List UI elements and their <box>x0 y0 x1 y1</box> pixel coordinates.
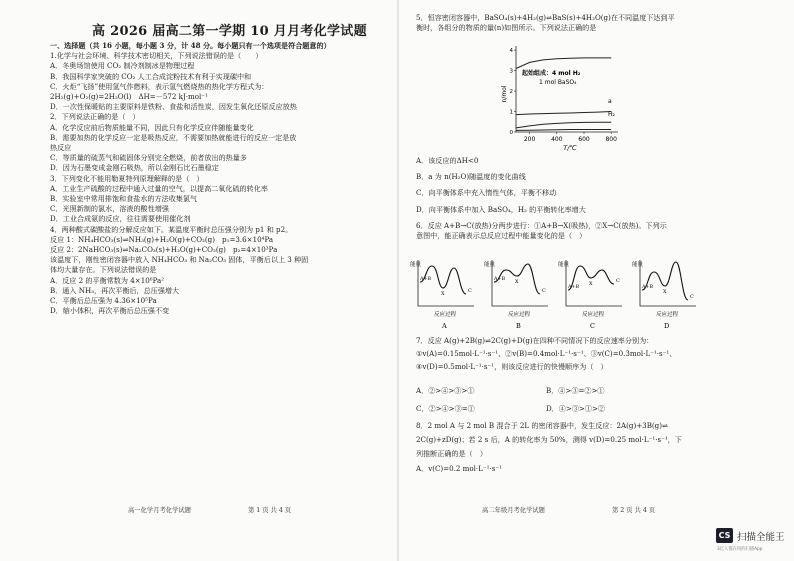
q3-stem: 3．下列变化不能用勒夏特列原理解释的是（ ） <box>50 173 204 183</box>
reactant-label: A+B <box>568 285 580 290</box>
q5-option-c: C．向平衡体系中充入惰性气体，平衡不移动 <box>416 188 557 198</box>
q4-option-a: A．反应 2 的平衡常数为 4×10⁶Pa² <box>50 275 165 285</box>
energy-diagram-d <box>632 260 696 330</box>
q4-option-d: D．缩小体积，再次平衡后总压强不变 <box>50 306 170 316</box>
q2-option-b-cont: 热反应 <box>50 143 72 153</box>
q6-stem-line-2: 意图中，能正确表示总反应过程中能量变化的是（ ） <box>416 231 587 241</box>
product-label: C <box>690 294 694 300</box>
q7-option-b: B．④>③=②>① <box>546 386 605 395</box>
q1-option-b: B．我国科学家突破的 CO₂ 人工合成淀粉技术有利于实现碳中和 <box>50 71 252 81</box>
left-footer-title: 高一化学月考化学试题 <box>128 507 191 514</box>
energy-diagram-b <box>484 260 548 330</box>
q4-option-b: B．通入 NH₃，再次平衡后，总压强增大 <box>50 285 180 295</box>
y-tick-label: 2 <box>509 89 513 96</box>
section-heading: 一、选择题（共 16 小题，每小题 3 分，计 48 分。每小题只有一个选项是符合题意的） <box>50 41 331 50</box>
diagram-group <box>410 260 696 330</box>
diagram-x-label: 反应过程 <box>508 312 531 318</box>
initial-composition-label: 起始组成：4 mol H₂ <box>522 70 581 77</box>
q4-context-cont: 体均大量存在。下列说法错误的是 <box>50 265 157 275</box>
q3-option-d: D．工业合成氨的反应，往往需要使用催化剂 <box>50 214 191 224</box>
q4-reaction-2: 反应 2：2NaHCO₃(s)⇌Na₂CO₃(s)+H₂O(g)+CO₂(g) p₂=4×10³Pa <box>50 245 278 255</box>
left-column <box>50 41 395 316</box>
product-label: C <box>468 288 472 294</box>
q1-option-c: C．火炬“飞扬”使用氢气作燃料，表示氢气燃烧热的热化学方程式为： <box>50 81 269 91</box>
product-label: C <box>616 278 620 284</box>
q1-option-c-equation: 2H₂(g)+O₂(g)=2H₂O(l) ΔH=－572 kJ·mol⁻¹ <box>50 92 208 102</box>
reactant-label: A+B <box>642 285 654 290</box>
camscanner-logo: CS <box>716 528 733 543</box>
reactant-label: A+B <box>494 277 506 282</box>
q3-option-c: C．光照新制的氯水，溶液的酸性增强 <box>50 204 169 214</box>
q7-option-c: C．②>④>③=① <box>416 404 475 413</box>
diagram-option-label: C <box>590 322 595 330</box>
left-footer-page: 第 1 页 共 4 页 <box>248 507 292 514</box>
diagram-axes <box>492 260 548 306</box>
q7-stem-line-2: ①v(A)=0.15mol·L⁻¹·s⁻¹、②v(B)=0.4mol·L⁻¹·s⁻¹、③v(C)=0.3mol·L⁻¹·s⁻¹、 <box>416 349 677 359</box>
y-tick-label: 1 <box>509 109 513 116</box>
diagram-option-label: D <box>664 322 670 330</box>
diagram-y-label: 能量 <box>558 262 570 268</box>
reactant-label: A+B <box>420 277 432 282</box>
intermediate-label: X <box>589 281 593 287</box>
diagram-axes <box>566 260 622 306</box>
q2-option-d: D．因为石墨变成金刚石吸热，所以金刚石比石墨稳定 <box>50 163 219 173</box>
q1-option-d: D．一次性保暖贴的主要原料是铁粉、食盐和活性炭，因发生氧化还原反应放热 <box>50 102 297 112</box>
curve-label-a: a <box>608 98 612 105</box>
q6-stem-line-1: 6．反应 A+B→C(放热)分两步进行：①A+B→X(吸热)，②X→C(放热)。下列示 <box>416 220 667 230</box>
diagram-option-label: A <box>442 322 447 330</box>
q5-stem-line-2: 衡时，各组分的物质的量(n)如图所示。下列说法正确的是 <box>416 23 597 33</box>
q4-reaction-1: 反应 1：NH₄HCO₃(s)⇌NH₃(g)+H₂O(g)+CO₂(g) p₁=3.6×10⁴Pa <box>50 234 274 244</box>
y-axis-label: n/mol <box>501 85 508 103</box>
q4-stem: 4．两种酸式碳酸盐的分解反应如下。某温度平衡时总压强分别为 p1 和 p2。 <box>50 224 293 234</box>
x-tick-label: 800 <box>605 136 617 143</box>
x-tick-label: 600 <box>578 136 590 143</box>
diagram-option-label: B <box>516 322 521 330</box>
q5-chart <box>502 42 622 154</box>
diagram-y-label: 能量 <box>410 262 422 268</box>
y-tick-label: 3 <box>509 68 513 75</box>
q5-stem <box>416 13 675 33</box>
watermark-brand: 扫描全能王 <box>737 532 785 543</box>
initial-composition-label-2: 1 mol BaSO₄ <box>539 79 577 86</box>
q7-option-d: D．④>③>①>② <box>546 404 605 413</box>
q5-options <box>416 156 667 241</box>
diagram-x-label: 反应过程 <box>656 312 679 318</box>
right-footer-page: 第 2 页 共 4 页 <box>612 507 656 514</box>
q4-option-c: C．平衡后总压强为 4.36×10⁵Pa <box>50 296 157 306</box>
watermark-subtitle: 3亿人都在用的扫描App <box>717 547 763 552</box>
q8-stem-line-2: 2C(g)+zD(g)；若 2 s 后，A 的转化率为 50%，测得 v(D)=0.25 mol·L⁻¹·s⁻¹，下 <box>416 435 682 445</box>
x-tick-label: 200 <box>523 136 536 143</box>
energy-diagram-c <box>558 260 622 330</box>
product-label: C <box>542 288 546 294</box>
q2-option-b: B．需要加热的化学反应一定是吸热反应，不需要加热就能进行的反应一定是放 <box>50 132 297 142</box>
curve-label-h2: H₂ <box>608 111 615 118</box>
right-footer-title: 高二年级月考化学试题 <box>482 507 545 514</box>
q5-option-a: A．该反应的ΔH<0 <box>416 156 479 165</box>
q1-stem: 1.化学与社会环境、科学技术密切相关，下列说法错误的是（ ） <box>50 51 263 61</box>
q5-stem-line-1: 5．恒容密闭容器中，BaSO₄(s)+4H₂(g)⇌BaS(s)+4H₂O(g)在不同温度下达到平 <box>416 13 675 22</box>
q8-stem-line-1: 8．2 mol A 与 2 mol B 混合于 2L 的密闭容器中，发生反应：2A(g)+3B(g)⇌ <box>416 421 668 430</box>
diagram-axes <box>418 260 474 306</box>
q7-stem-line-1: 7．反应 A(g)+2B(g)⇌2C(g)+D(g)在四种不同情况下的反应速率分别为： <box>416 336 654 345</box>
q7-block <box>416 336 676 373</box>
diagram-x-label: 反应过程 <box>434 312 457 318</box>
q2-option-c: C．等质量的硫蒸气和硫固体分别完全燃烧，前者放出的热量多 <box>50 153 247 163</box>
page-gutter <box>397 0 399 561</box>
x-axis-label: T/℃ <box>563 144 577 152</box>
q7-option-a: A．②>④>③>① <box>416 386 475 395</box>
q3-option-b: B．实验室中常用排饱和食盐水的方法收集氯气 <box>50 194 198 204</box>
energy-diagram-a <box>410 260 474 330</box>
q3-option-a: A．工业生产硫酸的过程中通入过量的空气，以提高二氧化硫的转化率 <box>50 183 268 193</box>
q5-option-d: D．向平衡体系中加入 BaSO₄，H₂ 的平衡转化率增大 <box>416 204 586 214</box>
diagram-x-label: 反应过程 <box>582 312 605 318</box>
q8-option-a: A．v(C)=0.2 mol·L⁻¹·s⁻¹ <box>416 463 502 473</box>
q8-stem-line-3: 列推断正确的是（ ） <box>416 449 487 459</box>
diagram-y-label: 能量 <box>632 262 644 268</box>
q2-option-a: A．化学反应前后物质能量不同，因此只有化学反应伴随能量变化 <box>50 122 254 132</box>
q8-block <box>416 421 682 474</box>
q6-energy-diagrams <box>408 256 708 332</box>
diagram-y-label: 能量 <box>484 262 496 268</box>
q7-stem-line-3: ④v(D)=0.5mol·L⁻¹·s⁻¹，则该反应进行的快慢顺序为（ ） <box>416 362 608 372</box>
exam-title: 高 2026 届高二第一学期 10 月月考化学试题 <box>92 24 367 39</box>
x-tick-label: 400 <box>551 136 563 143</box>
y-tick-label: 4 <box>509 48 513 55</box>
q1-option-a: A．冬奥场馆使用 CO₂ 制冷剂制冰是物理过程 <box>50 61 195 71</box>
intermediate-label: X <box>441 291 445 297</box>
intermediate-label: X <box>663 289 667 295</box>
y-tick-label: 0 <box>509 130 513 136</box>
q5-option-b: B．a 为 n(H₂O)随温度的变化曲线 <box>416 172 526 182</box>
q2-stem: 2．下列说法正确的是（ ） <box>50 112 140 122</box>
intermediate-label: X <box>515 279 519 285</box>
q4-context: 该温度下，刚性密闭容器中放入 NH₄HCO₃ 和 Na₂CO₃ 固体，平衡后以上 3 种固 <box>50 255 309 265</box>
